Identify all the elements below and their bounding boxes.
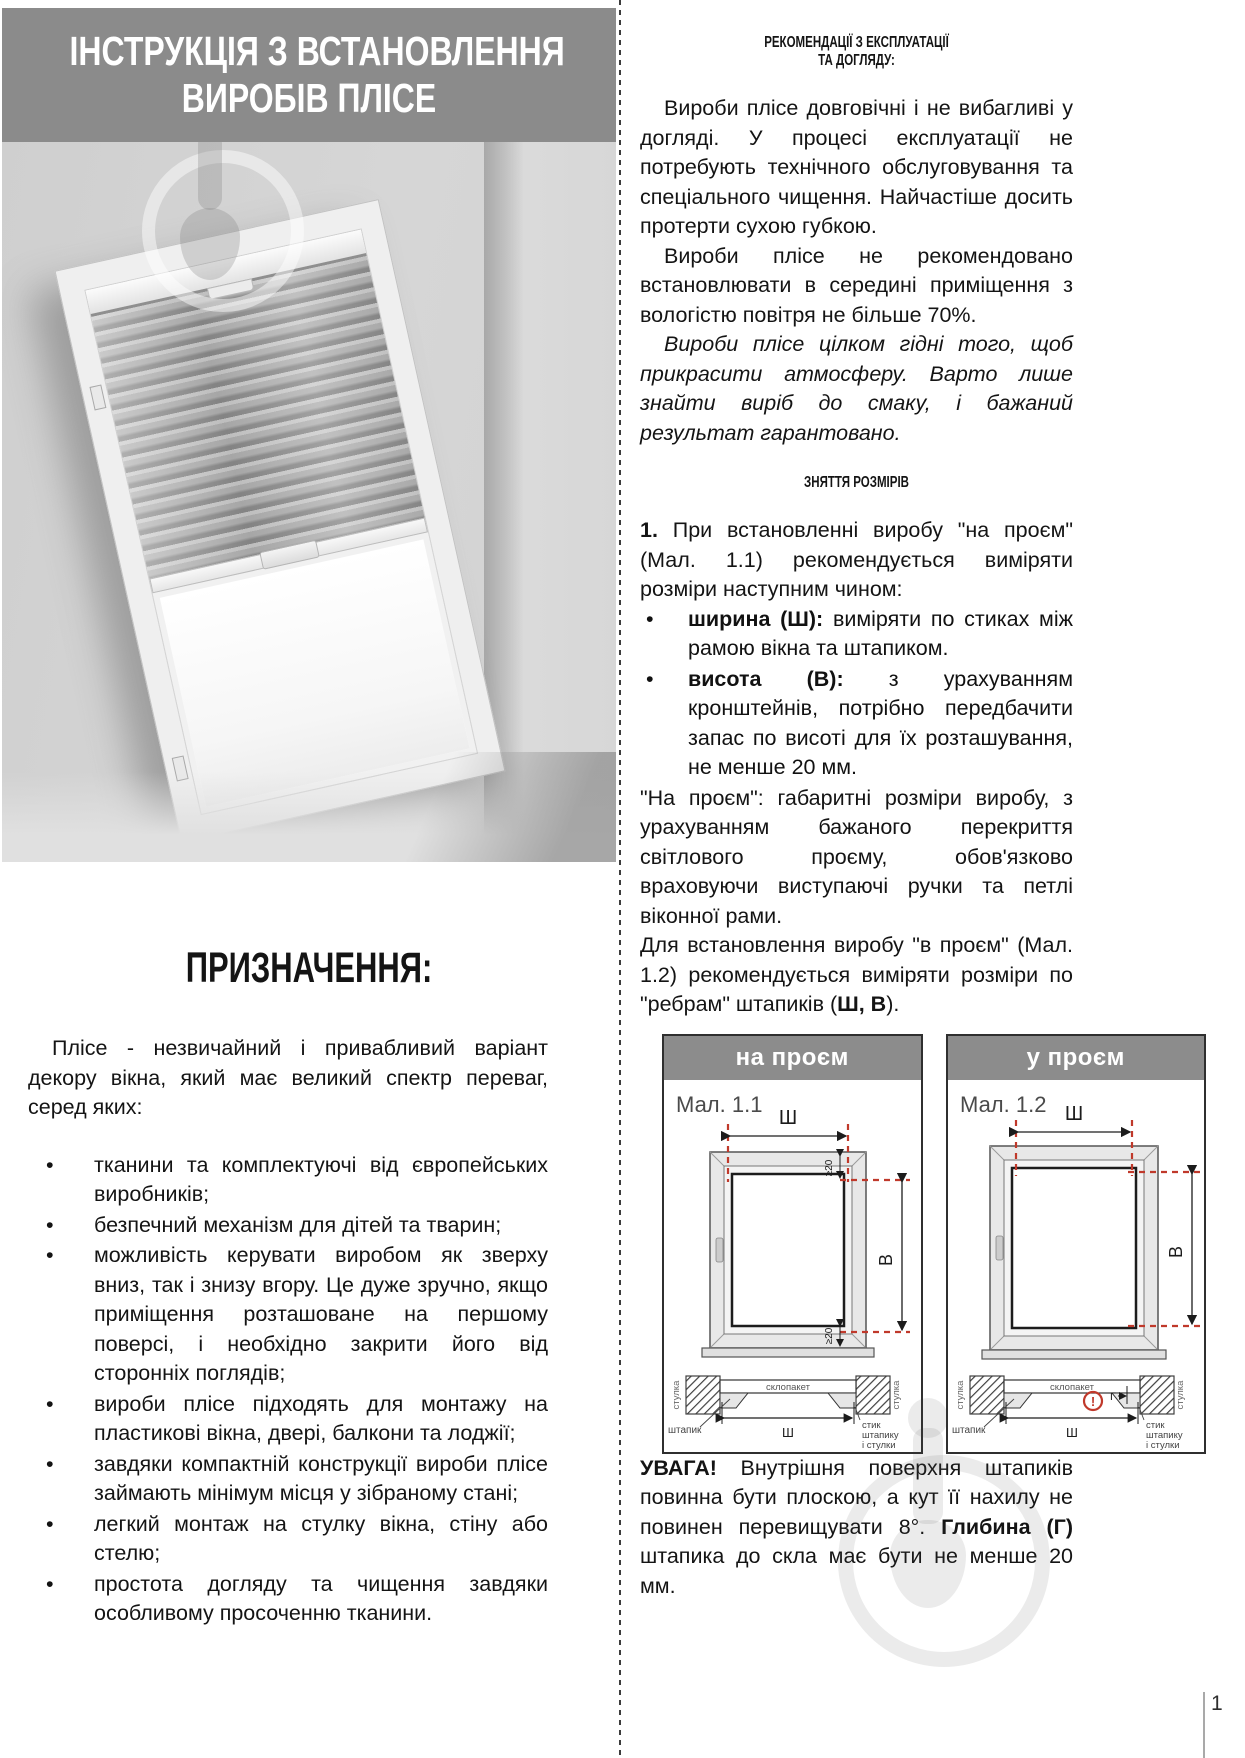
- bead-cross-section: [952, 1376, 1186, 1451]
- measure-step-1: [640, 516, 1073, 605]
- mounting-bracket-top: [89, 384, 106, 410]
- left-title-band: [2, 8, 616, 142]
- height-dimension: [876, 1182, 902, 1330]
- purpose-heading-wrap: [0, 944, 618, 993]
- purpose-bullet-list: [28, 1151, 548, 1629]
- list-item: • тканини та комплектуючі від європейських виробників;: [28, 1151, 548, 1210]
- width-text: виміряти по стиках між рамою вікна та штапиком.: [688, 606, 1073, 660]
- column-divider-dashed-line: [619, 0, 621, 1758]
- figure-label: Мал. 1.2: [959, 1091, 1046, 1117]
- joint-label-line1: стик: [1145, 1419, 1165, 1431]
- list-item: • простота догляду та чищення завдяки особливому просоченню тканини.: [28, 1570, 548, 1629]
- care-paragraph-3: Вироби плісе цілком гідні того, щоб прикрасити атмосферу. Варто лише знайти виріб до смаку, і бажаний результат гарантовано.: [640, 332, 1073, 445]
- joint-label-line3: і стулки: [862, 1439, 896, 1451]
- joint-label-line1: стик: [862, 1419, 881, 1431]
- sash-right-label: стулка: [891, 1380, 902, 1409]
- gap-top-label: ≥20: [824, 1159, 835, 1176]
- depth-label: Г: [1109, 1390, 1116, 1403]
- attention-paragraph: [640, 1454, 1073, 1602]
- right-column: [640, 34, 1206, 1601]
- page-number-rule: [1203, 1692, 1205, 1758]
- width-term: ширина (Ш):: [688, 606, 824, 631]
- measure-bullet-list: [640, 605, 1073, 783]
- width-label: Ш: [1064, 1102, 1083, 1125]
- purpose-section: [28, 1034, 548, 1630]
- list-item: • можливість керувати виробом як зверху вниз, так і знизу вгору. Це дуже зручно, якщо приміщення розташоване на першому поверсі, і необхідно закрити його від сторонніх поглядів;: [28, 1241, 548, 1389]
- section-width-label: Ш: [782, 1424, 794, 1440]
- diagram2-header: у проєм: [948, 1036, 1205, 1080]
- care-paragraph-1: Вироби плісе довговічні і не вибагливі у догляді. У процесі експлуатації не потребують технічного обслуговування та спеціального чищення. Найчастіше досить протерти сухою губкою.: [640, 96, 1073, 238]
- glass-unit-label: склопакет: [766, 1381, 810, 1393]
- joint-label-line2: штапику: [1145, 1429, 1183, 1441]
- in-opening-text-a: Для встановлення виробу "в проєм" (Мал. 1.2) рекомендується виміряти розміри по "ребрам" штапиків (: [640, 933, 1073, 1016]
- window-frame-drawing: [982, 1146, 1166, 1359]
- depth-term: Глибина (Г): [941, 1514, 1073, 1539]
- height-dimension: [1166, 1174, 1192, 1324]
- bead-cross-section: [668, 1376, 902, 1451]
- measurement-diagrams: [662, 1034, 1206, 1454]
- width-label: Ш: [778, 1106, 798, 1129]
- list-item: • вироби плісе підходять для монтажу на пластикові вікна, двері, балкони та лоджії;: [28, 1390, 548, 1449]
- joint-label-line2: штапику: [862, 1429, 899, 1441]
- in-opening-paragraph: [640, 931, 1073, 1020]
- list-item: • завдяки компактній конструкції вироби плісе займають мінімум місця у зібраному стані;: [28, 1450, 548, 1509]
- figure-label: Мал. 1.1: [676, 1091, 763, 1117]
- step-number: 1.: [640, 518, 658, 542]
- on-opening-paragraph: "На проєм": габаритні розміри виробу, з урахуванням бажаного перекриття світлового проєму, обов'язково враховуючи виступаючі ручки та петлі віконної рами.: [640, 785, 1073, 928]
- step-text: При встановленні виробу "на проєм" (Мал. 1.1) рекомендується виміряти розміри наступним чином:: [640, 518, 1073, 601]
- attention-text-1: Внутрішня поверхня штапиків повинна бути плоскою, а кут її нахилу не повинен перевищувати 8°.: [640, 1455, 1073, 1539]
- attention-text-2: штапика до скла має бути не менше 20 мм.: [640, 1544, 1073, 1598]
- warning-exclamation: !: [1090, 1393, 1095, 1409]
- window-with-pleated-blind: [55, 199, 506, 843]
- page-title: [2, 28, 616, 122]
- gap-bottom-label: ≥20: [824, 1327, 835, 1344]
- sash-right-label: стулка: [1174, 1380, 1186, 1409]
- sizes-heading: ЗНЯТТЯ РОЗМІРІВ: [804, 474, 909, 491]
- care-heading-line2: ТА ДОГЛЯДУ:: [818, 52, 895, 69]
- purpose-intro: Плісе - незвичайний і привабливий варіант декору вікна, який має великий спектр переваг, серед яких:: [28, 1036, 548, 1119]
- height-term: висота (В):: [688, 666, 844, 691]
- glass-unit-label: склопакет: [1049, 1381, 1094, 1393]
- bead-label: штапик: [951, 1424, 985, 1436]
- diagram1-header: на проєм: [664, 1036, 921, 1080]
- section-width-label: Ш: [1065, 1424, 1078, 1440]
- bead-label: штапик: [668, 1424, 702, 1436]
- pleated-blind-photo: [2, 142, 616, 862]
- care-heading: [640, 34, 1073, 70]
- purpose-heading: ПРИЗНАЧЕННЯ:: [185, 944, 433, 992]
- height-label: В: [876, 1253, 896, 1266]
- list-item: • безпечний механізм для дітей та тварин;: [28, 1211, 548, 1241]
- height-label: В: [1165, 1245, 1186, 1258]
- window-inner-frame: [84, 228, 478, 815]
- sizes-heading-wrap: [640, 474, 1073, 492]
- in-opening-text-b: ).: [886, 992, 900, 1016]
- page-number: 1: [1211, 1692, 1223, 1715]
- corner-shadow: [356, 752, 616, 862]
- in-opening-dims: Ш, В: [837, 992, 887, 1016]
- page-title-line1: ІНСТРУКЦІЯ З ВСТАНОВЛЕННЯ: [69, 28, 565, 74]
- list-item-width: [640, 605, 1073, 664]
- sash-left-label: стулка: [954, 1380, 966, 1409]
- diagram2-drawing: [948, 1080, 1204, 1452]
- page-title-line2: ВИРОБІВ ПЛІСЕ: [181, 75, 437, 121]
- diagram-on-opening: [662, 1034, 923, 1454]
- joint-label-line3: і стулки: [1145, 1439, 1180, 1451]
- diagram-in-opening: [946, 1034, 1207, 1454]
- window-frame-drawing: [702, 1152, 874, 1357]
- list-item-height: [640, 665, 1073, 783]
- diagram1-drawing: [664, 1080, 920, 1452]
- sash-left-label: стулка: [671, 1380, 682, 1409]
- list-item: • легкий монтаж на стулку вікна, стіну або стелю;: [28, 1510, 548, 1569]
- care-paragraph-2: Вироби плісе не рекомендовано встановлювати в середині приміщення з вологістю повітря не більше 70%.: [640, 243, 1073, 327]
- care-heading-line1: РЕКОМЕНДАЦІЇ З ЕКСПЛУАТАЦІЇ: [764, 34, 949, 51]
- attention-word: УВАГА!: [640, 1455, 717, 1480]
- height-text: з урахуванням кронштейнів, потрібно передбачити запас по висоті для їх розташування, не менше 20 мм.: [688, 666, 1073, 779]
